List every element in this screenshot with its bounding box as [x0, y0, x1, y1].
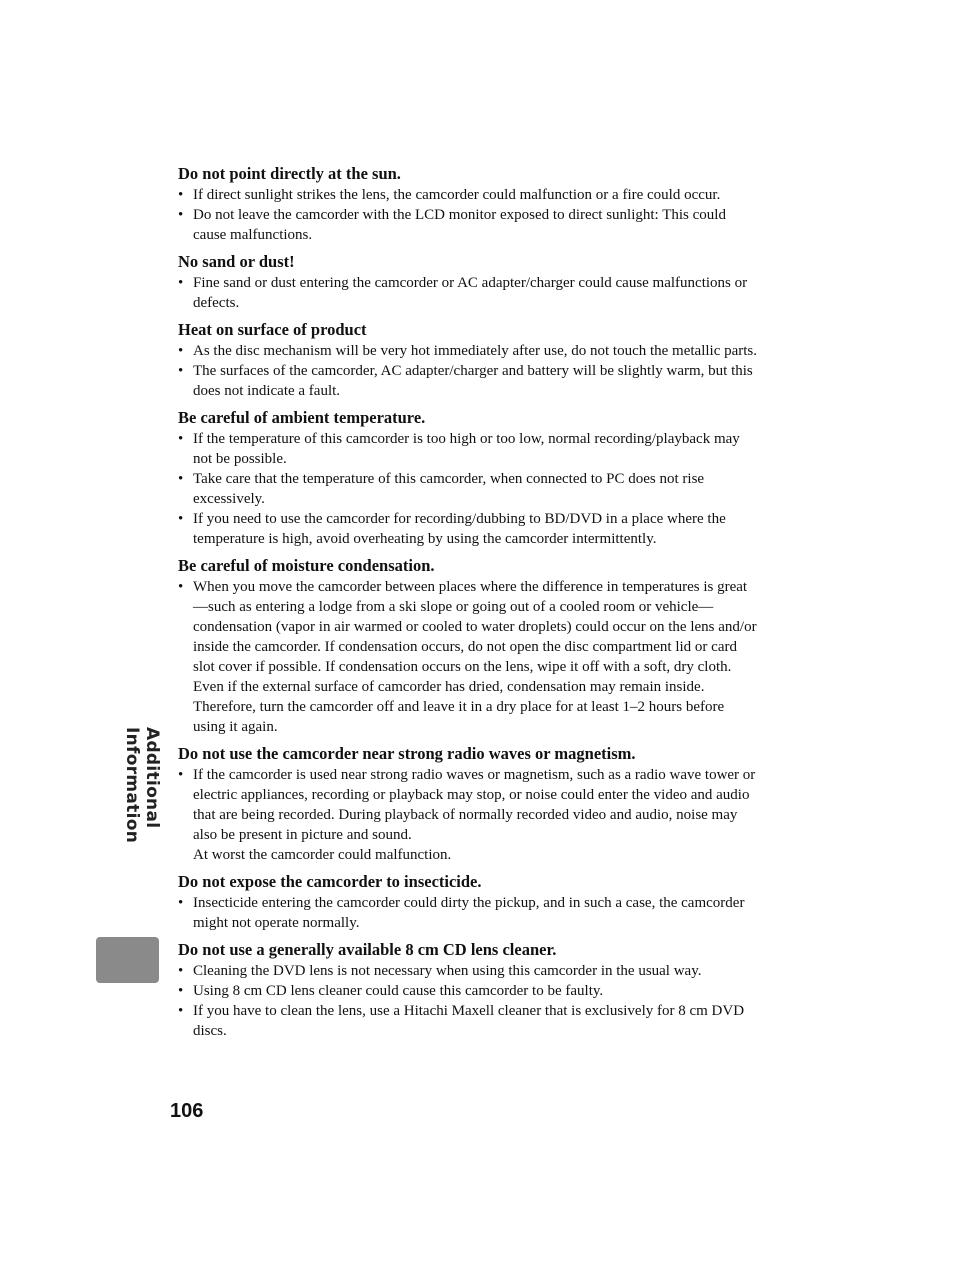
- page-number: 106: [170, 1100, 204, 1122]
- item-text: If the camcorder is used near strong radio waves or magnetism, such as a radio wave tower or electric appliances, recording or playback may stop, or noise could enter the video and audio that are being recorded. During playback of normally recorded video and audio, noise may also be present in picture and sound.: [193, 767, 756, 843]
- list-item: [178, 893, 758, 933]
- item-text: Insecticide entering the camcorder could dirty the pickup, and in such a case, the camcorder might not operate normally.: [193, 895, 745, 931]
- section-lens-cleaner: [178, 939, 758, 1041]
- section-heading: Be careful of ambient temperature.: [178, 408, 426, 427]
- section-insecticide: [178, 871, 758, 933]
- bullet-list: [178, 961, 758, 1041]
- bullet-icon: •: [178, 343, 184, 359]
- section-heading: Heat on surface of product: [178, 320, 367, 339]
- section-heat: [178, 319, 758, 401]
- bullet-list: [178, 765, 758, 865]
- section-moisture-condensation: [178, 555, 758, 737]
- bullet-icon: •: [178, 895, 184, 911]
- item-text: As the disc mechanism will be very hot immediately after use, do not touch the metallic parts.: [193, 343, 758, 359]
- section-heading: No sand or dust!: [178, 252, 295, 271]
- side-section-label: Additional Information: [122, 727, 162, 844]
- item-text: Take care that the temperature of this camcorder, when connected to PC does not rise excessively.: [193, 471, 705, 507]
- bullet-icon: •: [178, 579, 184, 595]
- section-tab-marker: [96, 937, 159, 983]
- bullet-icon: •: [178, 983, 184, 999]
- bullet-icon: •: [178, 1003, 184, 1019]
- item-text: If you need to use the camcorder for recording/dubbing to BD/DVD in a place where the temperature is high, avoid overheating by using the camcorder intermittently.: [193, 511, 726, 547]
- section-heading: Be careful of moisture condensation.: [178, 556, 435, 575]
- list-item: [178, 765, 758, 865]
- list-item: [178, 341, 758, 361]
- bullet-icon: •: [178, 511, 184, 527]
- list-item: [178, 981, 758, 1001]
- item-text: When you move the camcorder between places where the difference in temperatures is great—such as entering a lodge from a ski slope or going out of a cooled room or vehicle—condensation (vapor in air warmed or cooled to water droplets) could occur on the lens and/or inside the camcorder. If condensation occurs, do not open the disc compartment lid or card slot cover if possible. If condensation occurs on the lens, wipe it off with a soft, dry cloth. Even if the external surface of camcorder has dried, condensation may remain inside. Therefore, turn the camcorder off and leave it in a dry place for at least 1–2 hours before using it again.: [193, 579, 757, 735]
- item-text: If you have to clean the lens, use a Hitachi Maxell cleaner that is exclusively for 8 cm DVD discs.: [193, 1003, 745, 1039]
- list-item: [178, 1001, 758, 1041]
- section-heading: Do not use the camcorder near strong radio waves or magnetism.: [178, 744, 636, 763]
- list-item: [178, 469, 758, 509]
- list-item: [178, 961, 758, 981]
- section-heading: Do not point directly at the sun.: [178, 164, 401, 183]
- section-radio-waves: [178, 743, 758, 865]
- bullet-icon: •: [178, 187, 184, 203]
- bullet-icon: •: [178, 471, 184, 487]
- item-text: Do not leave the camcorder with the LCD monitor exposed to direct sunlight: This could cause malfunctions.: [193, 207, 726, 243]
- list-item: [178, 577, 758, 737]
- section-sun: [178, 163, 758, 245]
- list-item: [178, 205, 758, 245]
- item-text: Using 8 cm CD lens cleaner could cause this camcorder to be faulty.: [193, 983, 604, 999]
- bullet-icon: •: [178, 767, 184, 783]
- list-item: [178, 185, 758, 205]
- bullet-icon: •: [178, 363, 184, 379]
- page-content: [178, 163, 758, 1047]
- item-text: If direct sunlight strikes the lens, the camcorder could malfunction or a fire could occur.: [193, 187, 721, 203]
- section-heading: Do not expose the camcorder to insecticide.: [178, 872, 482, 891]
- bullet-icon: •: [178, 963, 184, 979]
- bullet-icon: •: [178, 431, 184, 447]
- item-text: If the temperature of this camcorder is too high or too low, normal recording/playback may not be possible.: [193, 431, 740, 467]
- bullet-list: [178, 429, 758, 549]
- bullet-list: [178, 185, 758, 245]
- bullet-list: [178, 273, 758, 313]
- section-sand-dust: [178, 251, 758, 313]
- bullet-icon: •: [178, 207, 184, 223]
- bullet-list: [178, 341, 758, 401]
- bullet-list: [178, 893, 758, 933]
- list-item: [178, 361, 758, 401]
- bullet-icon: •: [178, 275, 184, 291]
- list-item: [178, 429, 758, 469]
- item-text: Fine sand or dust entering the camcorder or AC adapter/charger could cause malfunctions or defects.: [193, 275, 748, 311]
- list-item: [178, 509, 758, 549]
- item-extra-text: At worst the camcorder could malfunction.: [193, 847, 452, 863]
- item-text: The surfaces of the camcorder, AC adapter/charger and battery will be slightly warm, but this does not indicate a fault.: [193, 363, 753, 399]
- bullet-list: [178, 577, 758, 737]
- section-ambient-temperature: [178, 407, 758, 549]
- section-heading: Do not use a generally available 8 cm CD lens cleaner.: [178, 940, 557, 959]
- list-item: [178, 273, 758, 313]
- item-text: Cleaning the DVD lens is not necessary when using this camcorder in the usual way.: [193, 963, 702, 979]
